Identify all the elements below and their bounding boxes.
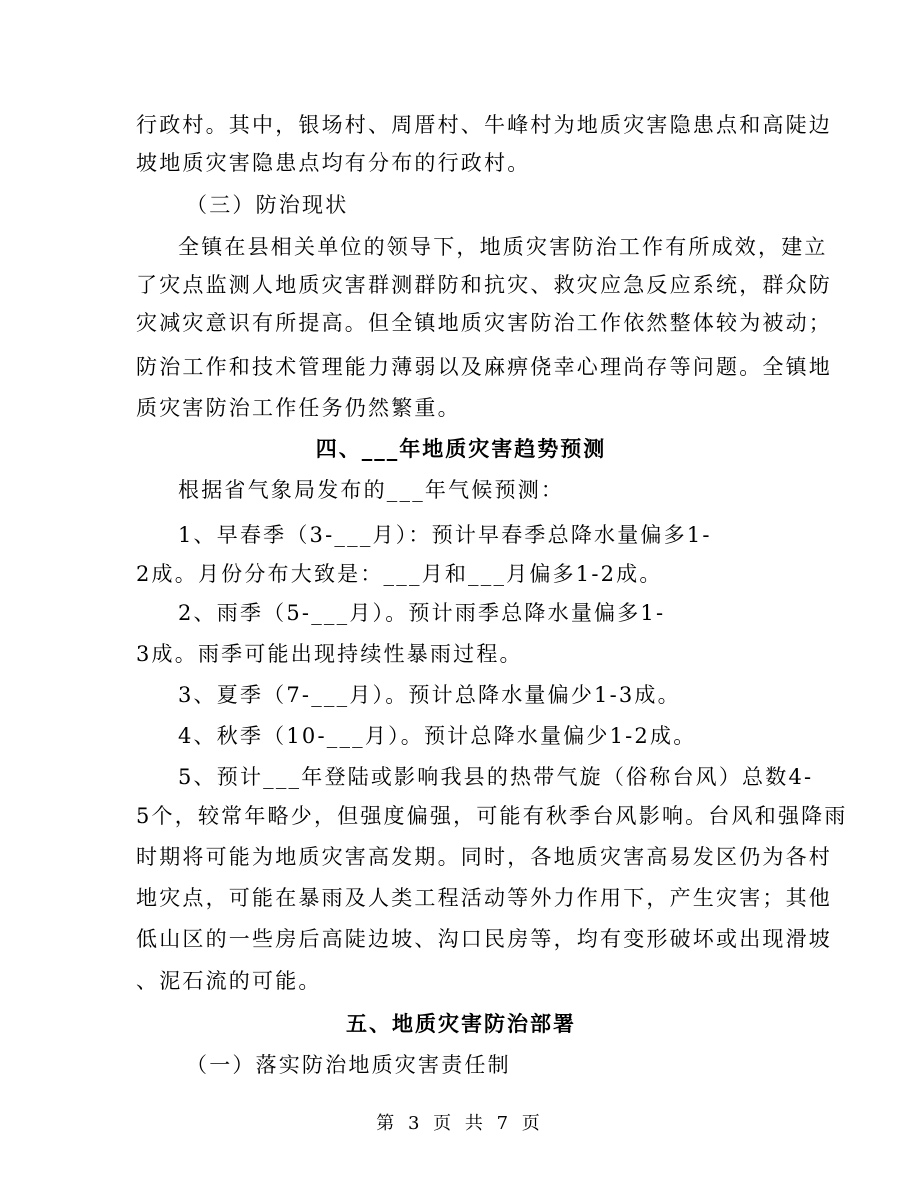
paragraph-line: 防治工作和技术管理能力薄弱以及麻痹侥幸心理尚存等问题。全镇地 <box>136 355 832 379</box>
paragraph-line: 坡地质灾害隐患点均有分布的行政村。 <box>136 151 531 175</box>
section-subheading: （一）落实防治地质灾害责任制 <box>186 1053 511 1077</box>
paragraph-line: 地灾点，可能在暴雨及人类工程活动等外力作用下，产生灾害；其他 <box>136 886 832 910</box>
list-item: 4、秋季（10-___月）。预计总降水量偏少1-2成。 <box>178 724 697 748</box>
page-number-footer: 第 3 页 共 7 页 <box>376 1113 544 1134</box>
list-item: 2、雨季（5-___月）。预计雨季总降水量偏多1- <box>178 601 666 625</box>
paragraph-line: 了灾点监测人地质灾害群测群防和抗灾、救灾应急反应系统，群众防 <box>136 273 832 297</box>
paragraph-line: 5个，较常年略少，但强度偏强，可能有秋季台风影响。台风和强降雨 <box>136 804 848 828</box>
paragraph-line: 灾减灾意识有所提高。但全镇地质灾害防治工作依然整体较为被动； <box>136 311 832 335</box>
paragraph-line: 全镇在县相关单位的领导下，地质灾害防治工作有所成效，建立 <box>178 235 828 259</box>
paragraph-line: 时期将可能为地质灾害高发期。同时，各地质灾害高易发区仍为各村 <box>136 845 832 869</box>
list-item: 5、预计___年登陆或影响我县的热带气旋（俗称台风）总数4- <box>178 765 814 789</box>
paragraph-line: 、泥石流的可能。 <box>136 969 322 993</box>
section-heading: 四、___年地质灾害趋势预测 <box>315 436 607 461</box>
paragraph-line: 低山区的一些房后高陡边坡、沟口民房等，均有变形破坏或出现滑坡 <box>136 927 832 951</box>
list-item: 1、早春季（3-___月）：预计早春季总降水量偏多1- <box>178 523 712 547</box>
paragraph-line: 3成。雨季可能出现持续性暴雨过程。 <box>136 642 523 666</box>
paragraph-line: 2成。月份分布大致是：___月和___月偏多1-2成。 <box>136 562 663 586</box>
section-heading: 五、地质灾害防治部署 <box>346 1011 576 1036</box>
list-item: 3、夏季（7-___月）。预计总降水量偏少1-3成。 <box>178 683 681 707</box>
section-subheading: （三）防治现状 <box>186 193 349 217</box>
paragraph-line: 根据省气象局发布的___年气候预测： <box>178 478 565 502</box>
paragraph-line: 质灾害防治工作任务仍然繁重。 <box>136 396 461 420</box>
paragraph-line: 行政村。其中，银场村、周厝村、牛峰村为地质灾害隐患点和高陡边 <box>136 113 832 137</box>
